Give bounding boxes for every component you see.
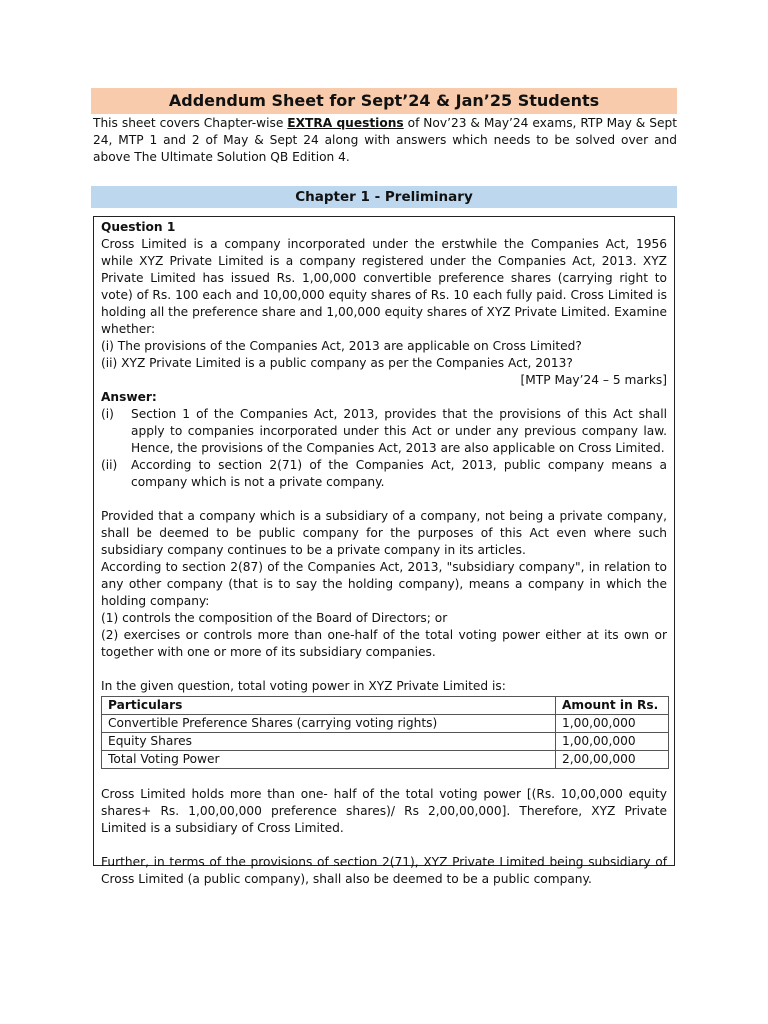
table-header-particulars: Particulars — [102, 697, 556, 715]
answer-point-2 — [101, 457, 667, 491]
answer-clause: (1) controls the composition of the Board of Directors; or — [101, 611, 448, 625]
answer-point-text: Section 1 of the Companies Act, 2013, provides that the provisions of this Act shall apply to companies incorporated under this Act or under any previous company law. Hence, the provisions of the Companies Act, 2013 are also applicable on Cross Limited. — [131, 407, 667, 455]
question-item-1: (i) The provisions of the Companies Act, 2013 are applicable on Cross Limited? — [101, 339, 582, 353]
spacer — [101, 491, 667, 508]
table-row — [102, 715, 669, 733]
table-header-amount: Amount in Rs. — [556, 697, 669, 715]
table-cell-particulars: Equity Shares — [102, 733, 556, 751]
table-cell-amount: 1,00,00,000 — [556, 715, 669, 733]
spacer — [101, 661, 667, 678]
spacer — [101, 769, 667, 786]
table-cell-amount: 2,00,00,000 — [556, 751, 669, 769]
question-source: [MTP May’24 – 5 marks] — [520, 373, 667, 387]
intro-text-after: of Nov’23 & May’24 exams, RTP May & Sept 24, MTP 1 and 2 of May & Sept 24 along with answers which needs to be solved over and above The Ultimate Solution QB Edition 4. — [93, 116, 677, 164]
table-cell-particulars: Total Voting Power — [102, 751, 556, 769]
page-title: Addendum Sheet for Sept’24 & Jan’25 Students — [91, 88, 677, 114]
question-box — [93, 216, 675, 886]
voting-power-table — [101, 696, 669, 769]
question-heading: Question 1 — [101, 220, 176, 234]
answer-point-text: According to section 2(71) of the Companies Act, 2013, public company means a company which is not a private company. — [131, 458, 667, 489]
answer-paragraph: Provided that a company which is a subsidiary of a company, not being a private company, shall be deemed to be public company for the purposes of this Act even where such subsidiary company continues to be a private company in its articles. — [101, 509, 667, 557]
intro-text-before: This sheet covers Chapter-wise — [93, 116, 288, 130]
intro-paragraph — [93, 115, 677, 166]
table-intro: In the given question, total voting power in XYZ Private Limited is: — [101, 679, 506, 693]
table-header-row — [102, 697, 669, 715]
table-cell-particulars: Convertible Preference Shares (carrying voting rights) — [102, 715, 556, 733]
table-row — [102, 733, 669, 751]
question-item-2: (ii) XYZ Private Limited is a public company as per the Companies Act, 2013? — [101, 356, 573, 370]
intro-emphasis: EXTRA questions — [287, 116, 404, 130]
answer-point-number: (i) — [101, 407, 114, 421]
answer-point-1 — [101, 406, 667, 457]
answer-point-number: (ii) — [101, 458, 118, 472]
answer-heading: Answer: — [101, 390, 157, 404]
chapter-heading: Chapter 1 - Preliminary — [91, 186, 677, 208]
table-cell-amount: 1,00,00,000 — [556, 733, 669, 751]
answer-paragraph: Further, in terms of the provisions of section 2(71), XYZ Private Limited being subsidiary of Cross Limited (a public company), shall also be deemed to be a public company. — [101, 855, 667, 886]
question-body: Cross Limited is a company incorporated under the erstwhile the Companies Act, 1956 while XYZ Private Limited is a company registered under the Companies Act, 2013. XYZ Private Limited has issued Rs. 1,00,000 convertible preference shares (carrying right to vote) of Rs. 100 each and 10,00,000 equity shares of Rs. 10 each fully paid. Cross Limited is holding all the preference share and 1,00,000 equity shares of XYZ Private Limited. Examine whether: — [101, 237, 667, 336]
answer-clause: (2) exercises or controls more than one-half of the total voting power either at its own or together with one or more of its subsidiary companies. — [101, 628, 667, 659]
table-row — [102, 751, 669, 769]
spacer — [101, 837, 667, 854]
answer-paragraph: Cross Limited holds more than one- half of the total voting power [(Rs. 10,00,000 equity shares+ Rs. 1,00,00,000 preference shares)/ Rs 2,00,00,000]. Therefore, XYZ Private Limited is a subsidiary of Cross Limited. — [101, 787, 667, 835]
answer-paragraph: According to section 2(87) of the Companies Act, 2013, "subsidiary company", in relation to any other company (that is to say the holding company), means a company in which the holding company: — [101, 560, 667, 608]
